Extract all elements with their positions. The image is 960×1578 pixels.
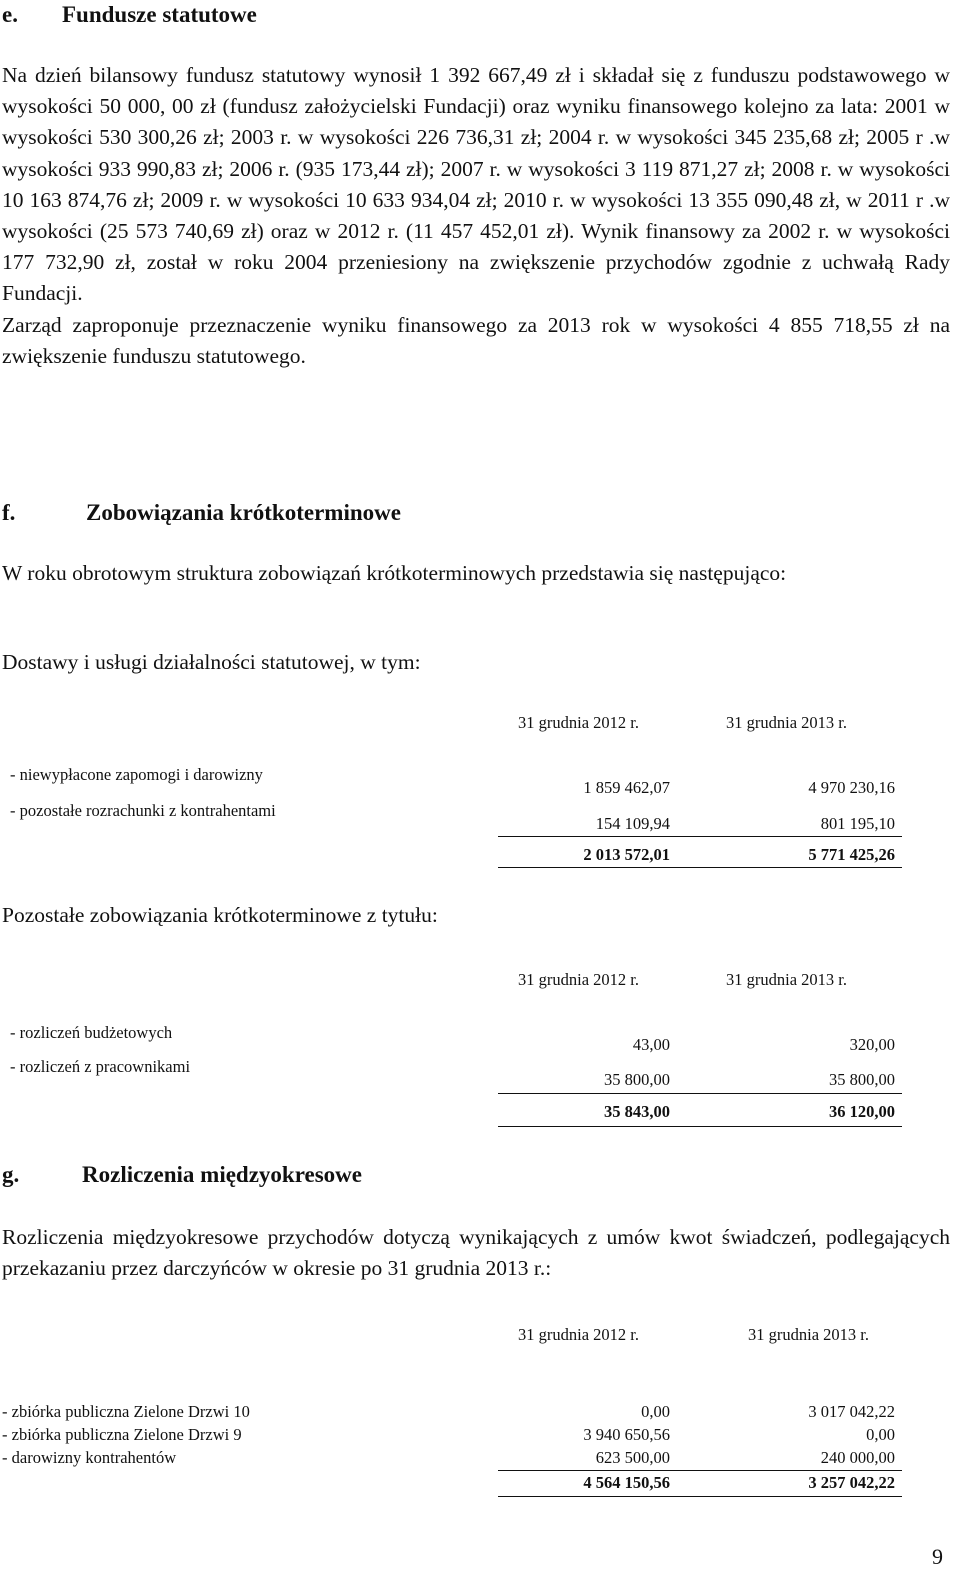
table3-row-3-label: - darowizny kontrahentów: [2, 1448, 177, 1467]
section-f-title: Zobowiązania krótkoterminowe: [86, 500, 401, 525]
table3-row-2-2012: 3 940 650,56: [583, 1425, 670, 1444]
table1-row-1-2013: 4 970 230,16: [808, 778, 895, 797]
table2-col-2012: 31 grudnia 2012 r.: [518, 970, 639, 989]
section-e-letter: e.: [2, 2, 18, 27]
table2-row-2-2013: 35 800,00: [829, 1070, 895, 1089]
table3-total-2013: 3 257 042,22: [808, 1473, 895, 1492]
section-g-title: Rozliczenia międzyokresowe: [82, 1162, 362, 1187]
section-g-heading: [2, 1162, 362, 1188]
section-e-paragraph-2: Zarząd zaproponuje przeznaczenie wyniku finansowego za 2013 rok w wysokości 4 855 718,55 zł na zwiększenie funduszu statutowego.: [2, 312, 950, 368]
table2-subtotal-rule: [498, 1093, 902, 1094]
table1-total-2012: 2 013 572,01: [583, 845, 670, 864]
table2-col-2013: 31 grudnia 2013 r.: [726, 970, 847, 989]
table3-total-rule: [498, 1496, 902, 1497]
section-f-letter: f.: [2, 500, 16, 525]
table2-row-1-2013: 320,00: [849, 1035, 895, 1054]
table1-row-1-2012: 1 859 462,07: [583, 778, 670, 797]
table3-row-3-2013: 240 000,00: [820, 1448, 895, 1467]
section-g-intro: Rozliczenia międzyokresowe przychodów dotyczą wynikających z umów kwot świadczeń, podlegających przekazaniu przez darczyńców w okresie po 31 grudnia 2013 r.:: [2, 1225, 950, 1281]
table2-caption: Pozostałe zobowiązania krótkoterminowe z tytułu:: [2, 903, 438, 927]
table1-caption: Dostawy i usługi działalności statutowej, w tym:: [2, 650, 421, 674]
table3-col-2012: 31 grudnia 2012 r.: [518, 1325, 639, 1344]
page-number: 9: [932, 1544, 943, 1569]
table3-row-2-2013: 0,00: [866, 1425, 895, 1444]
table1-col-2012: 31 grudnia 2012 r.: [518, 713, 639, 732]
section-f-intro: W roku obrotowym struktura zobowiązań krótkoterminowych przedstawia się następująco:: [2, 561, 787, 585]
table1-total-rule: [498, 867, 902, 868]
section-e-body: [2, 60, 950, 372]
section-e-paragraph-1: Na dzień bilansowy fundusz statutowy wynosił 1 392 667,49 zł i składał się z funduszu podstawowego w wysokości 50 000, 00 zł (fundusz założycielski Fundacji) oraz wyniku finansowego kolejno za lata: 2001 w wysokości 530 300,26 zł; 2003 r. w wysokości 226 736,31 zł; 2004 r. w wysokości 345 235,68 zł; 2005 r .w wysokości 933 990,83 zł; 2006 r. (935 173,44 zł); 2007 r. w wysokości 3 119 871,27 zł; 2008 r. w wysokości 10 163 874,76 zł; 2009 r. w wysokości 10 633 934,04 zł; 2010 r. w wysokości 13 355 090,48 zł, w 2011 r .w wysokości (25 573 740,69 zł) oraz w 2012 r. (11 457 452,01 zł). Wynik finansowy za 2002 r. w wysokości 177 732,90 zł, został w roku 2004 przeniesiony na zwiększenie przychodów zgodnie z uchwałą Rady Fundacji.: [2, 63, 950, 306]
table3-col-2013: 31 grudnia 2013 r.: [748, 1325, 869, 1344]
table1-total-2013: 5 771 425,26: [808, 845, 895, 864]
table1-col-2013: 31 grudnia 2013 r.: [726, 713, 847, 732]
table3-row-1-2012: 0,00: [641, 1402, 670, 1421]
table3-row-2-label: - zbiórka publiczna Zielone Drzwi 9: [2, 1425, 242, 1444]
table2-row-2-2012: 35 800,00: [604, 1070, 670, 1089]
table3-subtotal-rule: [498, 1470, 902, 1471]
table2-row-2-label: - rozliczeń z pracownikami: [10, 1057, 191, 1076]
table2-row-1-2012: 43,00: [632, 1035, 670, 1054]
table2-total-2012: 35 843,00: [604, 1102, 670, 1121]
table1-row-1-label: - niewypłacone zapomogi i darowizny: [10, 765, 263, 784]
table1-subtotal-rule: [498, 836, 902, 837]
table1-row-2-2012: 154 109,94: [595, 814, 670, 833]
section-e-heading: [2, 2, 257, 28]
table1-row-2-label: - pozostałe rozrachunki z kontrahentami: [10, 801, 276, 820]
table2-total-2013: 36 120,00: [829, 1102, 895, 1121]
table1-row-2-2013: 801 195,10: [820, 814, 895, 833]
table3-total-2012: 4 564 150,56: [583, 1473, 670, 1492]
section-e-title: Fundusze statutowe: [62, 2, 257, 27]
table2-row-1-label: - rozliczeń budżetowych: [10, 1023, 173, 1042]
table3-row-1-2013: 3 017 042,22: [808, 1402, 895, 1421]
section-g-letter: g.: [2, 1162, 20, 1187]
table3-row-3-2012: 623 500,00: [595, 1448, 670, 1467]
section-f-heading: [2, 500, 401, 526]
table2-total-rule: [498, 1126, 902, 1127]
table3-row-1-label: - zbiórka publiczna Zielone Drzwi 10: [2, 1402, 250, 1421]
